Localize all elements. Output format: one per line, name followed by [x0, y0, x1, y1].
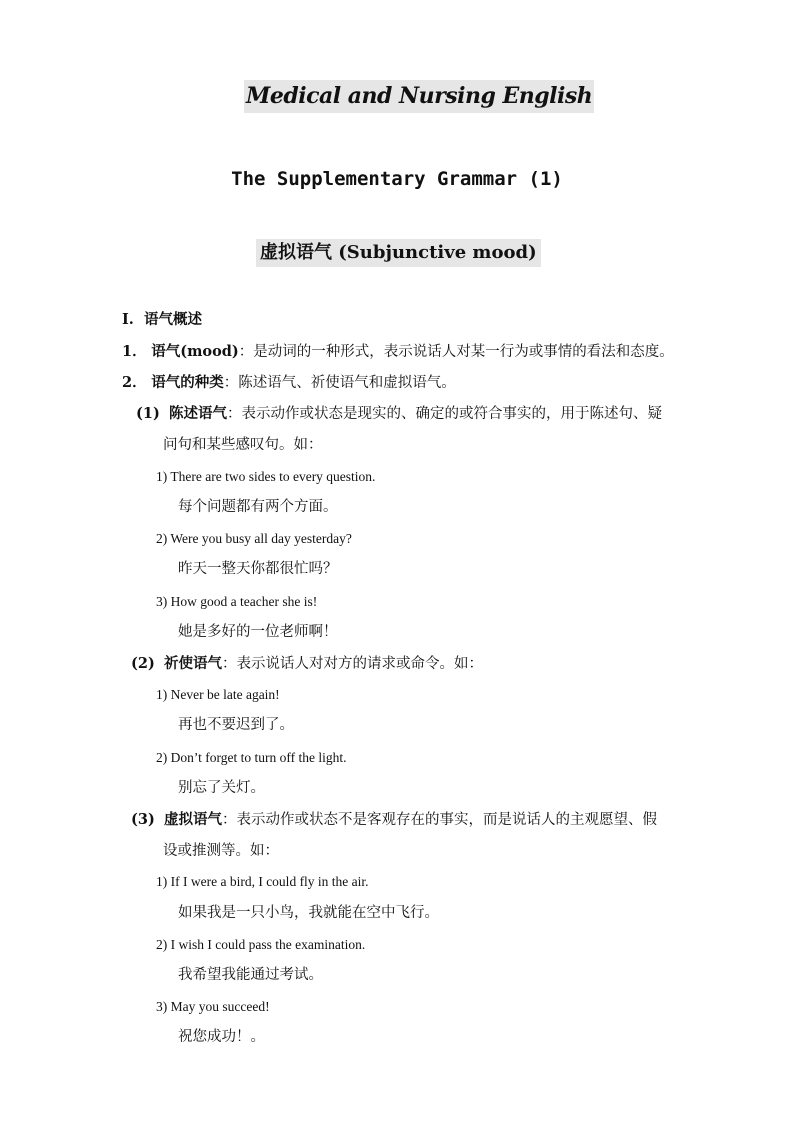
subitem-text: ：表示说话人对对方的请求或命令。如： [222, 656, 484, 672]
subitem-number: (1) [136, 405, 160, 422]
indicative-continuation: 问句和某些感叹句。如： [163, 437, 323, 453]
example-chinese: 再也不要迟到了。 [178, 717, 294, 733]
subitem-number: (3) [131, 811, 155, 828]
example-english: 3) May you succeed! [156, 999, 270, 1014]
item-text: ：陈述语气、祈使语气和虚拟语气。 [223, 375, 456, 391]
section-heading [122, 309, 202, 331]
example-chinese: 别忘了关灯。 [178, 780, 265, 796]
subitem-term: 虚拟语气 [164, 811, 223, 828]
document-subtitle: The Supplementary Grammar (1) [231, 168, 563, 190]
item-number: 1． [122, 343, 147, 360]
document-title: Medical and Nursing English [244, 80, 594, 113]
item-text: ：是动词的一种形式，表示说话人对某一行为或事情的看法和态度。 [238, 344, 674, 360]
example-chinese: 我希望我能通过考试。 [178, 967, 323, 983]
subitem-text: ：表示动作或状态不是客观存在的事实，而是说话人的主观愿望、假 [222, 812, 658, 828]
item-term: 语气(mood) [151, 343, 239, 360]
example-chinese: 每个问题都有两个方面。 [178, 499, 338, 515]
example-english: 2) Don’t forget to turn off the light. [156, 750, 347, 765]
subitem-text: ：表示动作或状态是现实的、确定的或符合事实的，用于陈述句、疑 [227, 406, 663, 422]
example-english: 1) If I were a bird, I could fly in the air. [156, 874, 369, 889]
example-chinese: 她是多好的一位老师啊！ [178, 624, 338, 640]
example-english: 2) Were you busy all day yesterday? [156, 531, 352, 546]
definition-item [122, 341, 674, 363]
example-chinese: 如果我是一只小鸟，我就能在空中飞行。 [178, 905, 439, 921]
topic-heading: 虚拟语气 (Subjunctive mood) [256, 239, 541, 267]
subitem-number: (2) [131, 655, 155, 672]
subjunctive-item [131, 809, 657, 831]
example-english: 3) How good a teacher she is! [156, 594, 318, 609]
example-english: 1) There are two sides to every question. [156, 469, 376, 484]
subitem-term: 陈述语气 [169, 405, 228, 422]
subitem-term: 祈使语气 [164, 655, 223, 672]
types-item [122, 372, 456, 394]
subjunctive-continuation: 设或推测等。如： [163, 843, 279, 859]
example-english: 1) Never be late again! [156, 687, 280, 702]
section-number: I. [122, 311, 134, 328]
item-term: 语气的种类 [151, 374, 224, 391]
item-number: 2． [122, 374, 147, 391]
indicative-item [136, 403, 662, 425]
example-chinese: 祝您成功！。 [178, 1029, 265, 1045]
example-english: 2) I wish I could pass the examination. [156, 937, 366, 952]
imperative-item [131, 653, 483, 675]
section-title: 语气概述 [143, 311, 202, 328]
example-chinese: 昨天一整天你都很忙吗？ [178, 561, 338, 577]
